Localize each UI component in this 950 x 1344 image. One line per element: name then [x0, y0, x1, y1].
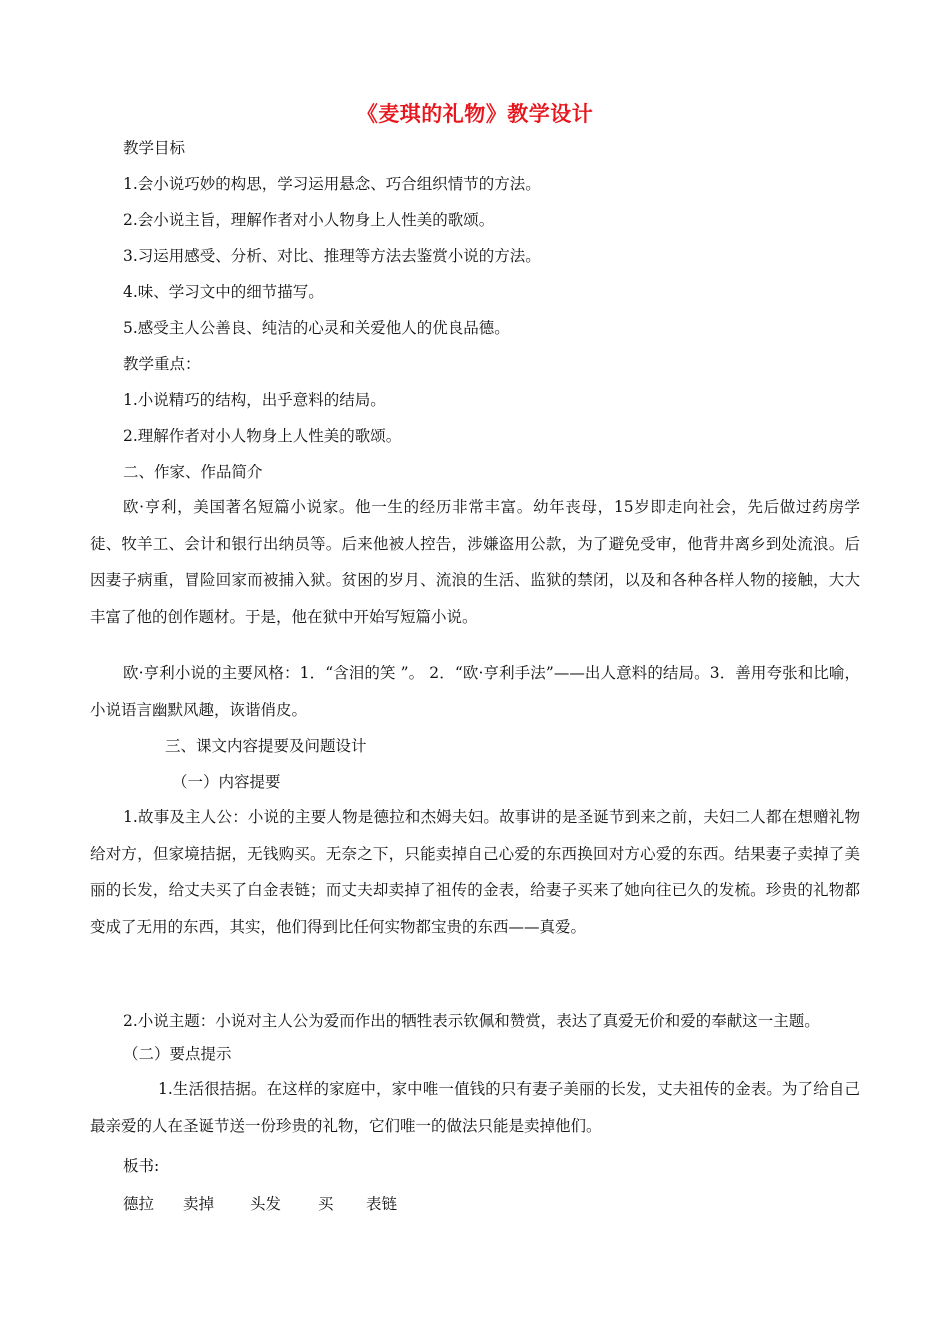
- board-item-hair: 头发: [250, 1195, 282, 1213]
- board-item-dela: 德拉: [123, 1195, 155, 1213]
- board-heading: 板书:: [123, 1157, 160, 1175]
- author-paragraph-1: 欧·亨利，美国著名短篇小说家。他一生的经历非常丰富。幼年丧母，15岁即走向社会，先后做过药房学徒、牧羊工、会计和银行出纳员等。后来他被人控告，涉嫌盗用公款，为了避免受审，他背井离乡到处流浪。后因妻子病重，冒险回家而被捕入狱。贫困的岁月、流浪的生活、监狱的禁闭，以及和各种各样人物的接触，大大丰富了他的创作题材。于是，他在狱中开始写短篇小说。: [90, 498, 860, 626]
- content-paragraph-2: 2.小说主题：小说对主人公为爱而作出的牺牲表示钦佩和赞赏，表达了真爱无价和爱的奉献这一主题。: [123, 1012, 820, 1030]
- content-heading: 三、课文内容提要及问题设计: [165, 737, 367, 755]
- goals-heading: 教学目标: [123, 139, 186, 157]
- board-row: [123, 1192, 397, 1214]
- author-heading: 二、作家、作品简介: [123, 463, 263, 481]
- content-paragraph-3: 1.生活很拮据。在这样的家庭中，家中唯一值钱的只有妻子美丽的长发，丈夫祖传的金表。为了给自己最亲爱的人在圣诞节送一份珍贵的礼物，它们唯一的做法只能是卖掉他们。: [90, 1080, 860, 1135]
- key-point-1: 1.小说精巧的结构，出乎意料的结局。: [123, 391, 386, 409]
- board-item-buy: 买: [318, 1195, 334, 1213]
- content-subheading-2: （二）要点提示: [123, 1045, 232, 1063]
- key-points-heading: 教学重点：: [123, 355, 201, 373]
- content-paragraph-1: 1.故事及主人公：小说的主要人物是德拉和杰姆夫妇。故事讲的是圣诞节到来之前，夫妇二人都在想赠礼物给对方，但家境拮据，无钱购买。无奈之下，只能卖掉自己心爱的东西换回对方心爱的东西。结果妻子卖掉了美丽的长发，给丈夫买了白金表链；而丈夫却卖掉了祖传的金表，给妻子买来了她向往已久的发梳。珍贵的礼物都变成了无用的东西，其实，他们得到比任何实物都宝贵的东西——真爱。: [90, 808, 860, 936]
- document-title: 《麦琪的礼物》教学设计: [356, 101, 594, 126]
- goal-item-5: 5.感受主人公善良、纯洁的心灵和关爱他人的优良品德。: [123, 319, 510, 337]
- goal-item-2: 2.会小说主旨，理解作者对小人物身上人性美的歌颂。: [123, 211, 495, 229]
- board-item-sell: 卖掉: [183, 1195, 215, 1213]
- goal-item-3: 3.习运用感受、分析、对比、推理等方法去鉴赏小说的方法。: [123, 247, 541, 265]
- goal-item-1: 1.会小说巧妙的构思，学习运用悬念、巧合组织情节的方法。: [123, 175, 541, 193]
- goal-item-4: 4.味、学习文中的细节描写。: [123, 283, 324, 301]
- board-item-chain: 表链: [366, 1195, 398, 1213]
- content-subheading-1: （一）内容提要: [172, 773, 281, 791]
- author-paragraph-2: 欧·亨利小说的主要风格：1．“含泪的笑 ”。 2．“欧·亨利手法”——出人意料的结局。3．善用夸张和比喻，小说语言幽默风趣，诙谐俏皮。: [90, 664, 860, 719]
- key-point-2: 2.理解作者对小人物身上人性美的歌颂。: [123, 427, 402, 445]
